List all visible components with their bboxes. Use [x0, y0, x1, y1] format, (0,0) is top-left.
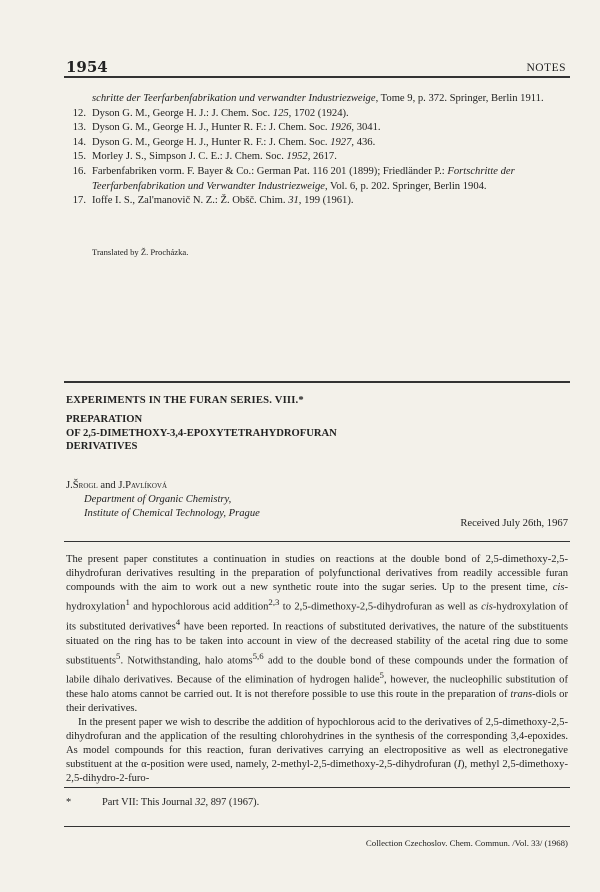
paragraph: The present paper constitutes a continuation in studies on reactions at the double bond of 2,5-dimethoxy-2,5-dihydrofuran derivatives resulting in the preparation of polyfunctional derivatives from readily accessible furan compounds with the aim to work out a new synthetic route into the sugar series. Up to the present time, cis-hydroxylation$^1$ and hypochlorous acid addition$^{2,3}$ to 2,5-dimethoxy-2,5-dihydrofuran as well as cis-hydroxylation of its substituted derivatives$^4$ have been reported. In reactions of substituted derivatives, the nature of the substituents situated on the ring has to be taken into account in view of the decreased stability of the acetal ring due to some substituents$^5$. Notwithstanding, halo atoms$^{5,6}$ add to the double bond of these compounds under the formation of labile dihalo derivatives. Because of the elimination of hydrogen halide$^5$, however, the nucleophilic substitution of these halo atoms cannot be carried out. It is not therefore possible to use this route in the preparation of trans-diols or their derivatives.	[66, 554, 569, 714]
reference-text: Dyson G. M., George H. J.: J. Chem. Soc. 125, 1702 (1924).	[92, 107, 349, 119]
article-title-series: EXPERIMENTS IN THE FURAN SERIES. VIII.*	[66, 395, 304, 406]
journal-citation-footer: Collection Czechoslov. Chem. Commun. /Vol. 33/ (1968)	[365, 838, 568, 848]
article-body	[66, 553, 568, 787]
reference-item	[66, 107, 568, 122]
reference-item	[66, 194, 568, 209]
reference-item	[66, 165, 568, 194]
reference-text: Ioffe I. S., Zal'manovič N. Z.: Ž. Obšč. Chim. 31, 199 (1961).	[92, 195, 354, 207]
reference-text: Morley J. S., Simpson J. C. E.: J. Chem. Soc. 1952, 2617.	[92, 151, 337, 163]
reference-text: schritte der Teerfarbenfabrikation und verwandter Industriezweige, Tome 9, p. 372. Springer, Berlin 1911.	[92, 93, 544, 104]
reference-item	[66, 92, 568, 107]
reference-number: 13.	[72, 122, 86, 134]
reference-item	[66, 136, 568, 151]
article-title-line: PREPARATION	[66, 414, 143, 425]
reference-number: 15.	[72, 151, 86, 163]
page-number: 1954	[66, 58, 108, 76]
footnote-text: Part VII: This Journal 32, 897 (1967).	[102, 797, 260, 808]
department: Department of Organic Chemistry,	[84, 494, 232, 505]
footnote-mark: *	[66, 797, 72, 808]
abstract-rule	[64, 541, 570, 542]
reference-number: 16.	[72, 165, 86, 177]
footnote	[66, 797, 259, 808]
reference-text: Dyson G. M., George H. J., Hunter R. F.: J. Chem. Soc. 1927, 436.	[92, 136, 376, 148]
translator-note: Translated by Ž. Procházka.	[92, 247, 189, 257]
footer-rule	[64, 826, 570, 827]
reference-number: 12.	[72, 107, 86, 119]
reference-number: 14.	[72, 136, 86, 148]
header-rule	[64, 76, 570, 78]
reference-item	[66, 150, 568, 165]
authors: J.Šrogl and J.Pavlíková	[66, 480, 168, 491]
footnote-rule	[64, 787, 570, 788]
reference-number: 17.	[72, 195, 86, 207]
institute: Institute of Chemical Technology, Prague	[84, 508, 260, 519]
article-separator-rule	[64, 381, 570, 383]
section-label: NOTES	[526, 62, 566, 74]
reference-text: Farbenfabriken vorm. F. Bayer & Co.: German Pat. 116 201 (1899); Friedländer P.: Fortschritte der Teerfarbenfabrikation und Verwandter Industriezweige, Vol. 6, p. 202. Springer, Berlin 1904.	[92, 165, 515, 192]
article-title-line: DERIVATIVES	[66, 441, 138, 452]
article-title-line: OF 2,5-DIMETHOXY-3,4-EPOXYTETRAHYDROFURAN	[66, 427, 337, 439]
reference-item	[66, 121, 568, 136]
received-date: Received July 26th, 1967	[460, 518, 568, 529]
paragraph: In the present paper we wish to describe the addition of hypochlorous acid to the derivatives of 2,5-dimethoxy-2,5-dihydrofuran and the application of the resulting chlorohydrines in the synthesis of the corresponding 3,4-epoxides. As model compounds for this reaction, furan derivatives carrying an electropositive as well as electronegative substituent at the α-position were used, namely, 2-methyl-2,5-dimethoxy-2,5-dihydrofuran (I), methyl 2,5-dimethoxy-2,5-dihydro-2-furo-	[66, 717, 568, 785]
reference-text: Dyson G. M., George H. J., Hunter R. F.: J. Chem. Soc. 1926, 3041.	[92, 122, 381, 134]
reference-list	[66, 92, 568, 209]
article-title	[66, 413, 566, 454]
affiliation	[84, 493, 260, 521]
